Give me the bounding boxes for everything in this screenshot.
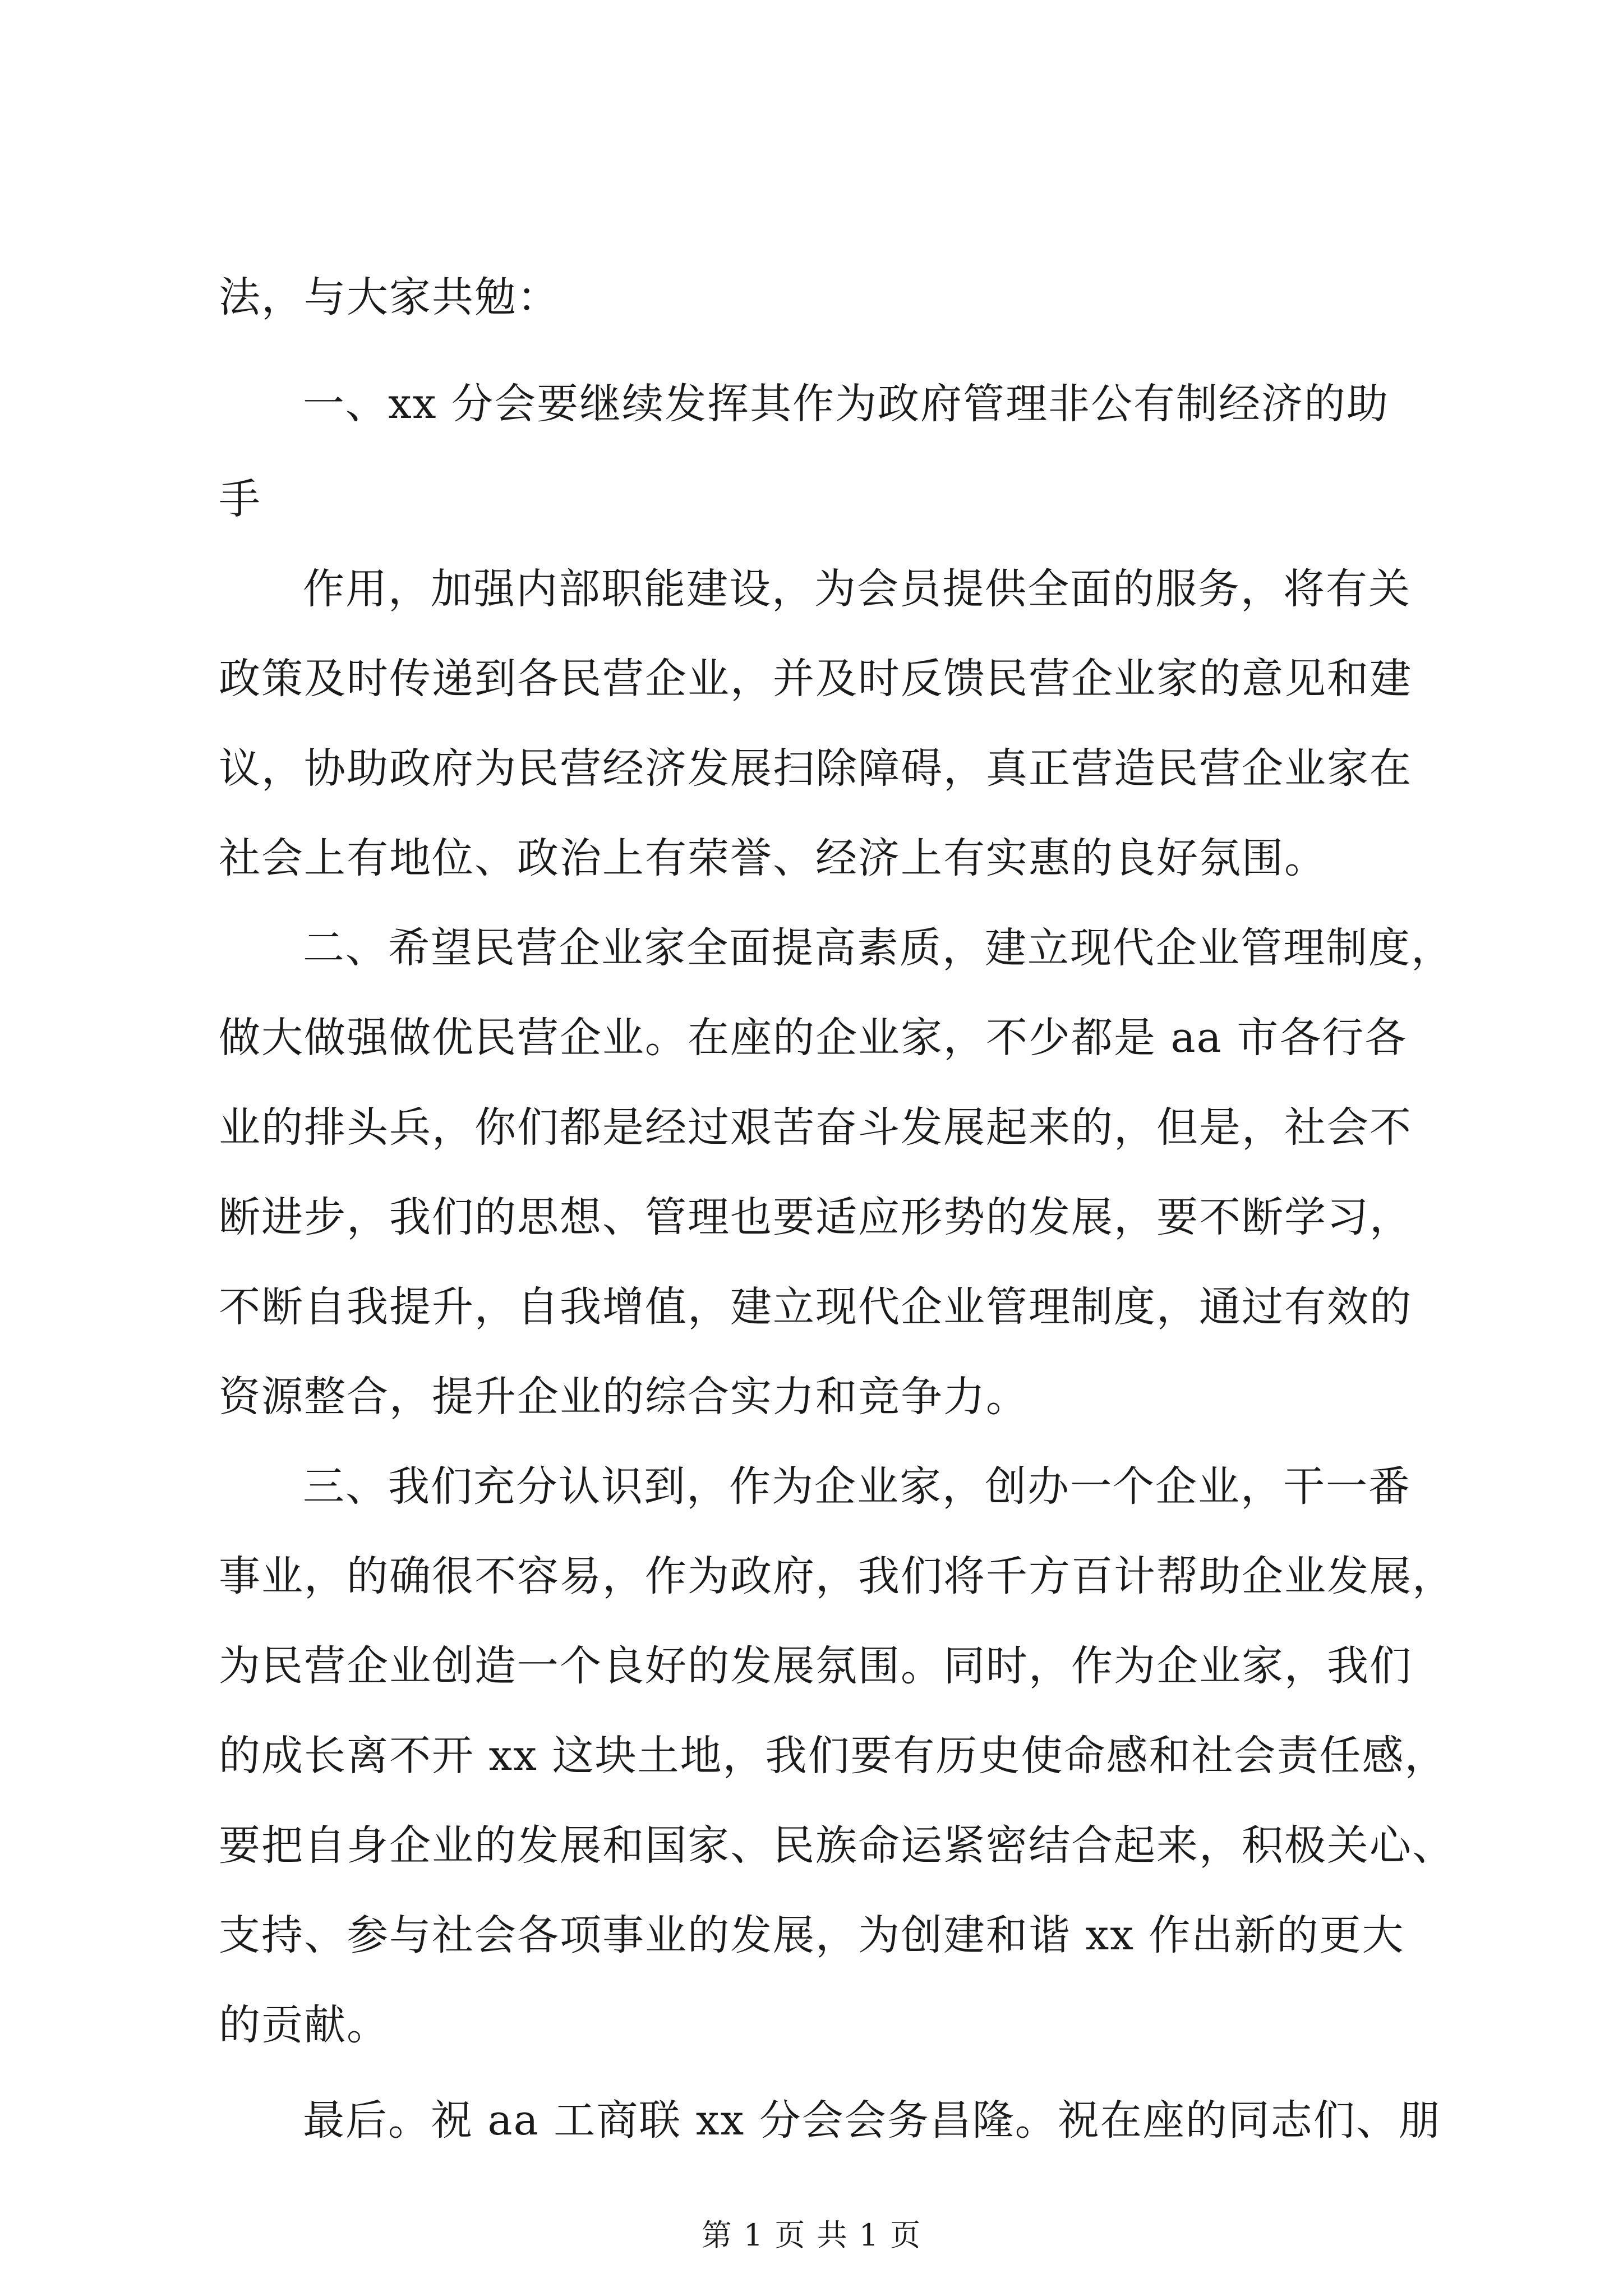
body-text-line: 议，协助政府为民营经济发展扫除障碍，真正营造民营企业家在 (219, 744, 1412, 793)
body-text-line: 最后。祝 aa 工商联 xx 分会会务昌隆。祝在座的同志们、朋 (303, 2096, 1441, 2145)
body-text-line: 法，与大家共勉： (219, 273, 560, 321)
page-number-footer: 第 1 页 共 1 页 (701, 2217, 922, 2253)
body-text-line: 三、我们充分认识到，作为企业家，创办一个企业，干一番 (303, 1462, 1411, 1511)
body-text-line: 业的排头兵，你们都是经过艰苦奋斗发展起来的，但是，社会不 (219, 1103, 1412, 1152)
body-text-line: 一、xx 分会要继续发挥其作为政府管理非公有制经济的助 (303, 380, 1389, 428)
body-text-line: 二、希望民营企业家全面提高素质，建立现代企业管理制度， (303, 924, 1454, 972)
body-text-line: 断进步，我们的思想、管理也要适应形势的发展，要不断学习， (219, 1193, 1412, 1241)
body-text-line: 作用，加强内部职能建设，为会员提供全面的服务，将有关 (303, 565, 1411, 613)
body-text-line: 要把自身企业的发展和国家、民族命运紧密结合起来，积极关心、 (219, 1821, 1455, 1870)
body-text-line: 手 (219, 475, 261, 523)
body-text-line: 为民营企业创造一个良好的发展氛围。同时，作为企业家，我们 (219, 1642, 1412, 1690)
body-text-line: 的贡献。 (219, 2001, 389, 2049)
body-text-line: 社会上有地位、政治上有荣誉、经济上有实惠的良好氛围。 (219, 834, 1327, 882)
body-text-line: 的成长离不开 xx 这块土地，我们要有历史使命感和社会责任感， (219, 1732, 1447, 1780)
body-text-line: 做大做强做优民营企业。在座的企业家，不少都是 aa 市各行各 (219, 1014, 1408, 1062)
body-text-line: 不断自我提升，自我增值，建立现代企业管理制度，通过有效的 (219, 1283, 1412, 1331)
body-text-line: 政策及时传递到各民营企业，并及时反馈民营企业家的意见和建 (219, 655, 1412, 703)
body-text-line: 资源整合，提升企业的综合实力和竞争力。 (219, 1373, 1029, 1421)
body-text-line: 支持、参与社会各项事业的发展，为创建和谐 xx 作出新的更大 (219, 1911, 1405, 1959)
body-text-line: 事业，的确很不容易，作为政府，我们将千方百计帮助企业发展， (219, 1552, 1455, 1600)
